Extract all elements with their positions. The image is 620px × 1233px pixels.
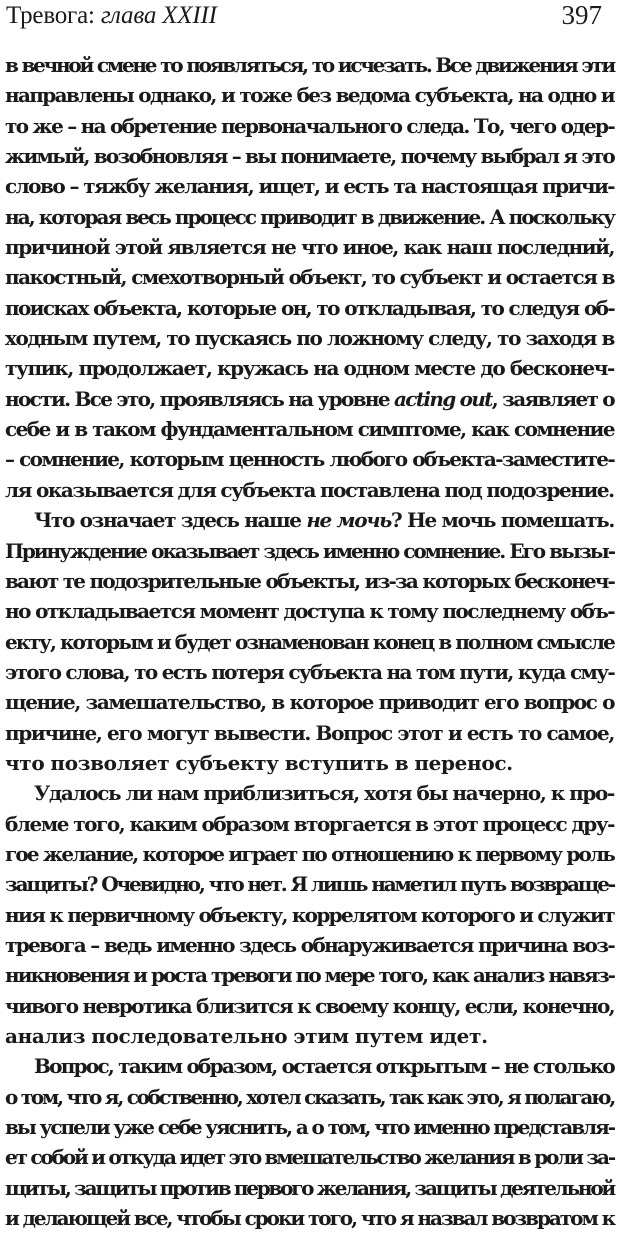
text-line bbox=[5, 778, 614, 808]
text-line bbox=[5, 171, 614, 201]
text-run: но откладывается момент доступа к тому последнему объ- bbox=[5, 599, 614, 624]
text-run: себе и в таком фундаментальном симптоме, как сомнение bbox=[5, 417, 614, 442]
text-line bbox=[5, 141, 614, 171]
text-line bbox=[5, 991, 614, 1021]
text-run: анализ последовательно этим путем идет. bbox=[5, 1024, 488, 1048]
running-head bbox=[5, 0, 616, 44]
text-line bbox=[5, 80, 614, 110]
text-run: , заявляет о bbox=[491, 386, 614, 411]
text-line bbox=[5, 839, 614, 869]
text-run: этого слова, то есть потеря субъекта на том пути, куда сму- bbox=[5, 659, 614, 684]
text-line bbox=[5, 293, 614, 323]
text-run: что позволяет субъекту вступить в перенос. bbox=[5, 750, 513, 775]
text-line bbox=[5, 627, 614, 657]
text-run: ходным путем, то пускаясь по ложному следу, то заходя в bbox=[5, 326, 614, 351]
text-line bbox=[5, 596, 614, 626]
text-line bbox=[5, 718, 614, 748]
text-run: причине, его могут вывести. Вопрос этот и есть то самое, bbox=[5, 720, 614, 745]
text-line bbox=[5, 930, 614, 960]
running-title bbox=[6, 2, 217, 30]
running-title-book: Тревога: bbox=[6, 2, 95, 29]
text-run: и делающей все, чтобы сроки того, что я назвал возвратом к bbox=[5, 1206, 614, 1231]
text-run: ния к первичному объекту, коррелятом которого и служит bbox=[5, 902, 614, 927]
text-run: на, которая весь процесс приводит в движение. А поскольку bbox=[5, 204, 614, 229]
text-run: чивого невротика близится к своему концу, если, конечно, bbox=[5, 993, 614, 1018]
italic-phrase: не мочь bbox=[306, 508, 391, 533]
text-line bbox=[5, 900, 614, 930]
text-line bbox=[5, 1173, 614, 1203]
text-run: вы успели уже себе уяснить, а о том, что именно представля- bbox=[5, 1115, 614, 1140]
text-line bbox=[5, 50, 614, 80]
text-line bbox=[5, 202, 614, 232]
text-line bbox=[5, 687, 614, 717]
text-run: Вопрос, таким образом, остается открытым – не столько bbox=[34, 1054, 614, 1079]
text-run: щиты, защиты против первого желания, защиты деятельной bbox=[5, 1175, 614, 1200]
text-run: причиной этой является не что иное, как наш последний, bbox=[5, 235, 614, 260]
text-line bbox=[5, 111, 614, 141]
text-line bbox=[5, 1051, 614, 1081]
text-run: направлены однако, и тоже без ведома субъекта, на одно и bbox=[5, 83, 614, 108]
italic-phrase: acting out bbox=[393, 386, 492, 411]
text-line bbox=[5, 384, 614, 414]
text-run: о том, что я, собственно, хотел сказать, так как это, я полагаю, bbox=[5, 1084, 614, 1109]
text-run: Что означает здесь наше bbox=[34, 508, 307, 533]
text-line bbox=[5, 1082, 614, 1112]
running-title-chapter: глава XXIII bbox=[100, 2, 217, 29]
text-run: вают те подозрительные объекты, из-за которых бесконеч- bbox=[5, 568, 614, 593]
text-line bbox=[5, 748, 614, 778]
text-line bbox=[5, 566, 614, 596]
text-line bbox=[5, 869, 614, 899]
text-line bbox=[5, 1021, 614, 1051]
text-run: тупик, продолжает, кружась на одном месте до бесконеч- bbox=[5, 356, 614, 381]
text-run: никновения и роста тревоги по мере того, как анализ навяз- bbox=[5, 963, 614, 988]
text-run: в вечной смене то появляться, то исчезать. Все движения эти bbox=[5, 53, 614, 77]
text-run: жимый, возобновляя – вы понимаете, почему выбрал я это bbox=[5, 144, 614, 169]
text-run: то же – на обретение первоначального следа. То, чего одер- bbox=[5, 113, 614, 138]
text-line bbox=[5, 323, 614, 353]
text-run: ? Не мочь помешать. bbox=[391, 508, 615, 533]
text-run: Удалось ли нам приблизиться, хотя бы начерно, к про- bbox=[34, 781, 614, 806]
body-text bbox=[5, 50, 614, 1233]
text-line bbox=[5, 1112, 614, 1142]
text-run: блеме того, каким образом вторгается в этот процесс дру- bbox=[5, 811, 614, 836]
text-line bbox=[5, 809, 614, 839]
text-run: тревога – ведь именно здесь обнаруживается причина воз- bbox=[5, 932, 614, 957]
text-run: ет собой и откуда идет это вмешательство желания в роли за- bbox=[5, 1145, 614, 1170]
paragraph bbox=[5, 50, 614, 505]
text-line bbox=[5, 232, 614, 262]
paragraph bbox=[5, 778, 614, 1051]
text-line bbox=[5, 536, 614, 566]
text-line bbox=[5, 475, 614, 505]
paragraph bbox=[5, 505, 614, 778]
text-run: Принуждение оказывает здесь именно сомнение. Его вызы- bbox=[5, 538, 614, 563]
text-line bbox=[5, 353, 614, 383]
text-line bbox=[5, 262, 614, 292]
text-run: гое желание, которое играет по отношению к первому роль bbox=[5, 841, 614, 866]
text-run: щение, замешательство, в которое приводит его вопрос о bbox=[5, 690, 614, 715]
text-run: поисках объекта, которые он, то откладывая, то следуя об- bbox=[5, 295, 614, 320]
text-run: пакостный, смехотворный объект, то субъект и остается в bbox=[5, 265, 614, 290]
text-line bbox=[5, 657, 614, 687]
text-run: ля оказывается для субъекта поставлена под подозрение. bbox=[5, 477, 614, 502]
page-number: 397 bbox=[561, 0, 602, 30]
text-line bbox=[5, 1203, 614, 1233]
text-line bbox=[5, 960, 614, 990]
text-run: – сомнение, которым ценность любого объекта-заместите- bbox=[5, 447, 614, 472]
text-run: слово – тяжбу желания, ищет, и есть та настоящая причи- bbox=[5, 174, 614, 199]
text-run: екту, которым и будет ознаменован конец в полном смысле bbox=[5, 629, 614, 654]
text-run: защиты? Очевидно, что нет. Я лишь наметил путь возвраще- bbox=[5, 872, 614, 897]
paragraph bbox=[5, 1051, 614, 1233]
text-line bbox=[5, 505, 614, 535]
text-line bbox=[5, 414, 614, 444]
text-run: ности. Все это, проявляясь на уровне bbox=[5, 386, 394, 411]
text-line bbox=[5, 444, 614, 474]
